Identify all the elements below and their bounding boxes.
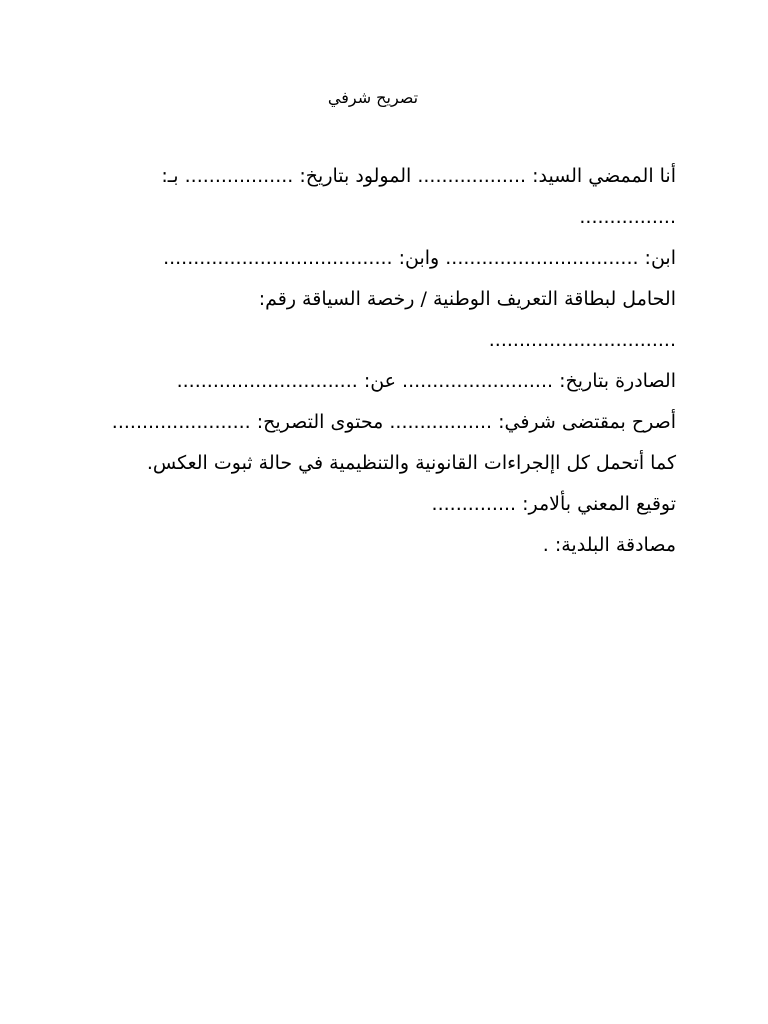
issued-line: الصادرة بتاريخ: ......................... عن: .............................. xyxy=(176,370,676,392)
responsibility-line: كما أتحمل كل اإلجراءات القانونية والتنظيمية في حالة ثبوت العكس. xyxy=(146,452,676,474)
signature-line: توقيع المعني بألامر: .............. xyxy=(431,493,676,515)
declarant-line: أنا الممضي السيد: .................. المولود بتاريخ: .................. بـ: xyxy=(161,165,676,187)
parents-line: ابن: ................................ وابن: ...................................... xyxy=(163,247,676,269)
declaration-content-line: أصرح بمقتضى شرفي: ................. محتوى التصريح: ....................... xyxy=(111,411,676,433)
id-card-line: الحامل لبطاقة التعريف الوطنية / رخصة السياقة رقم: xyxy=(258,288,676,310)
id-number-line: ............................... xyxy=(488,329,676,351)
municipality-certification-line: مصادقة البلدية: . xyxy=(542,534,676,556)
document-body xyxy=(102,162,676,572)
birthplace-line: ................ xyxy=(579,206,676,228)
document-title: تصريح شرفي xyxy=(327,88,419,107)
